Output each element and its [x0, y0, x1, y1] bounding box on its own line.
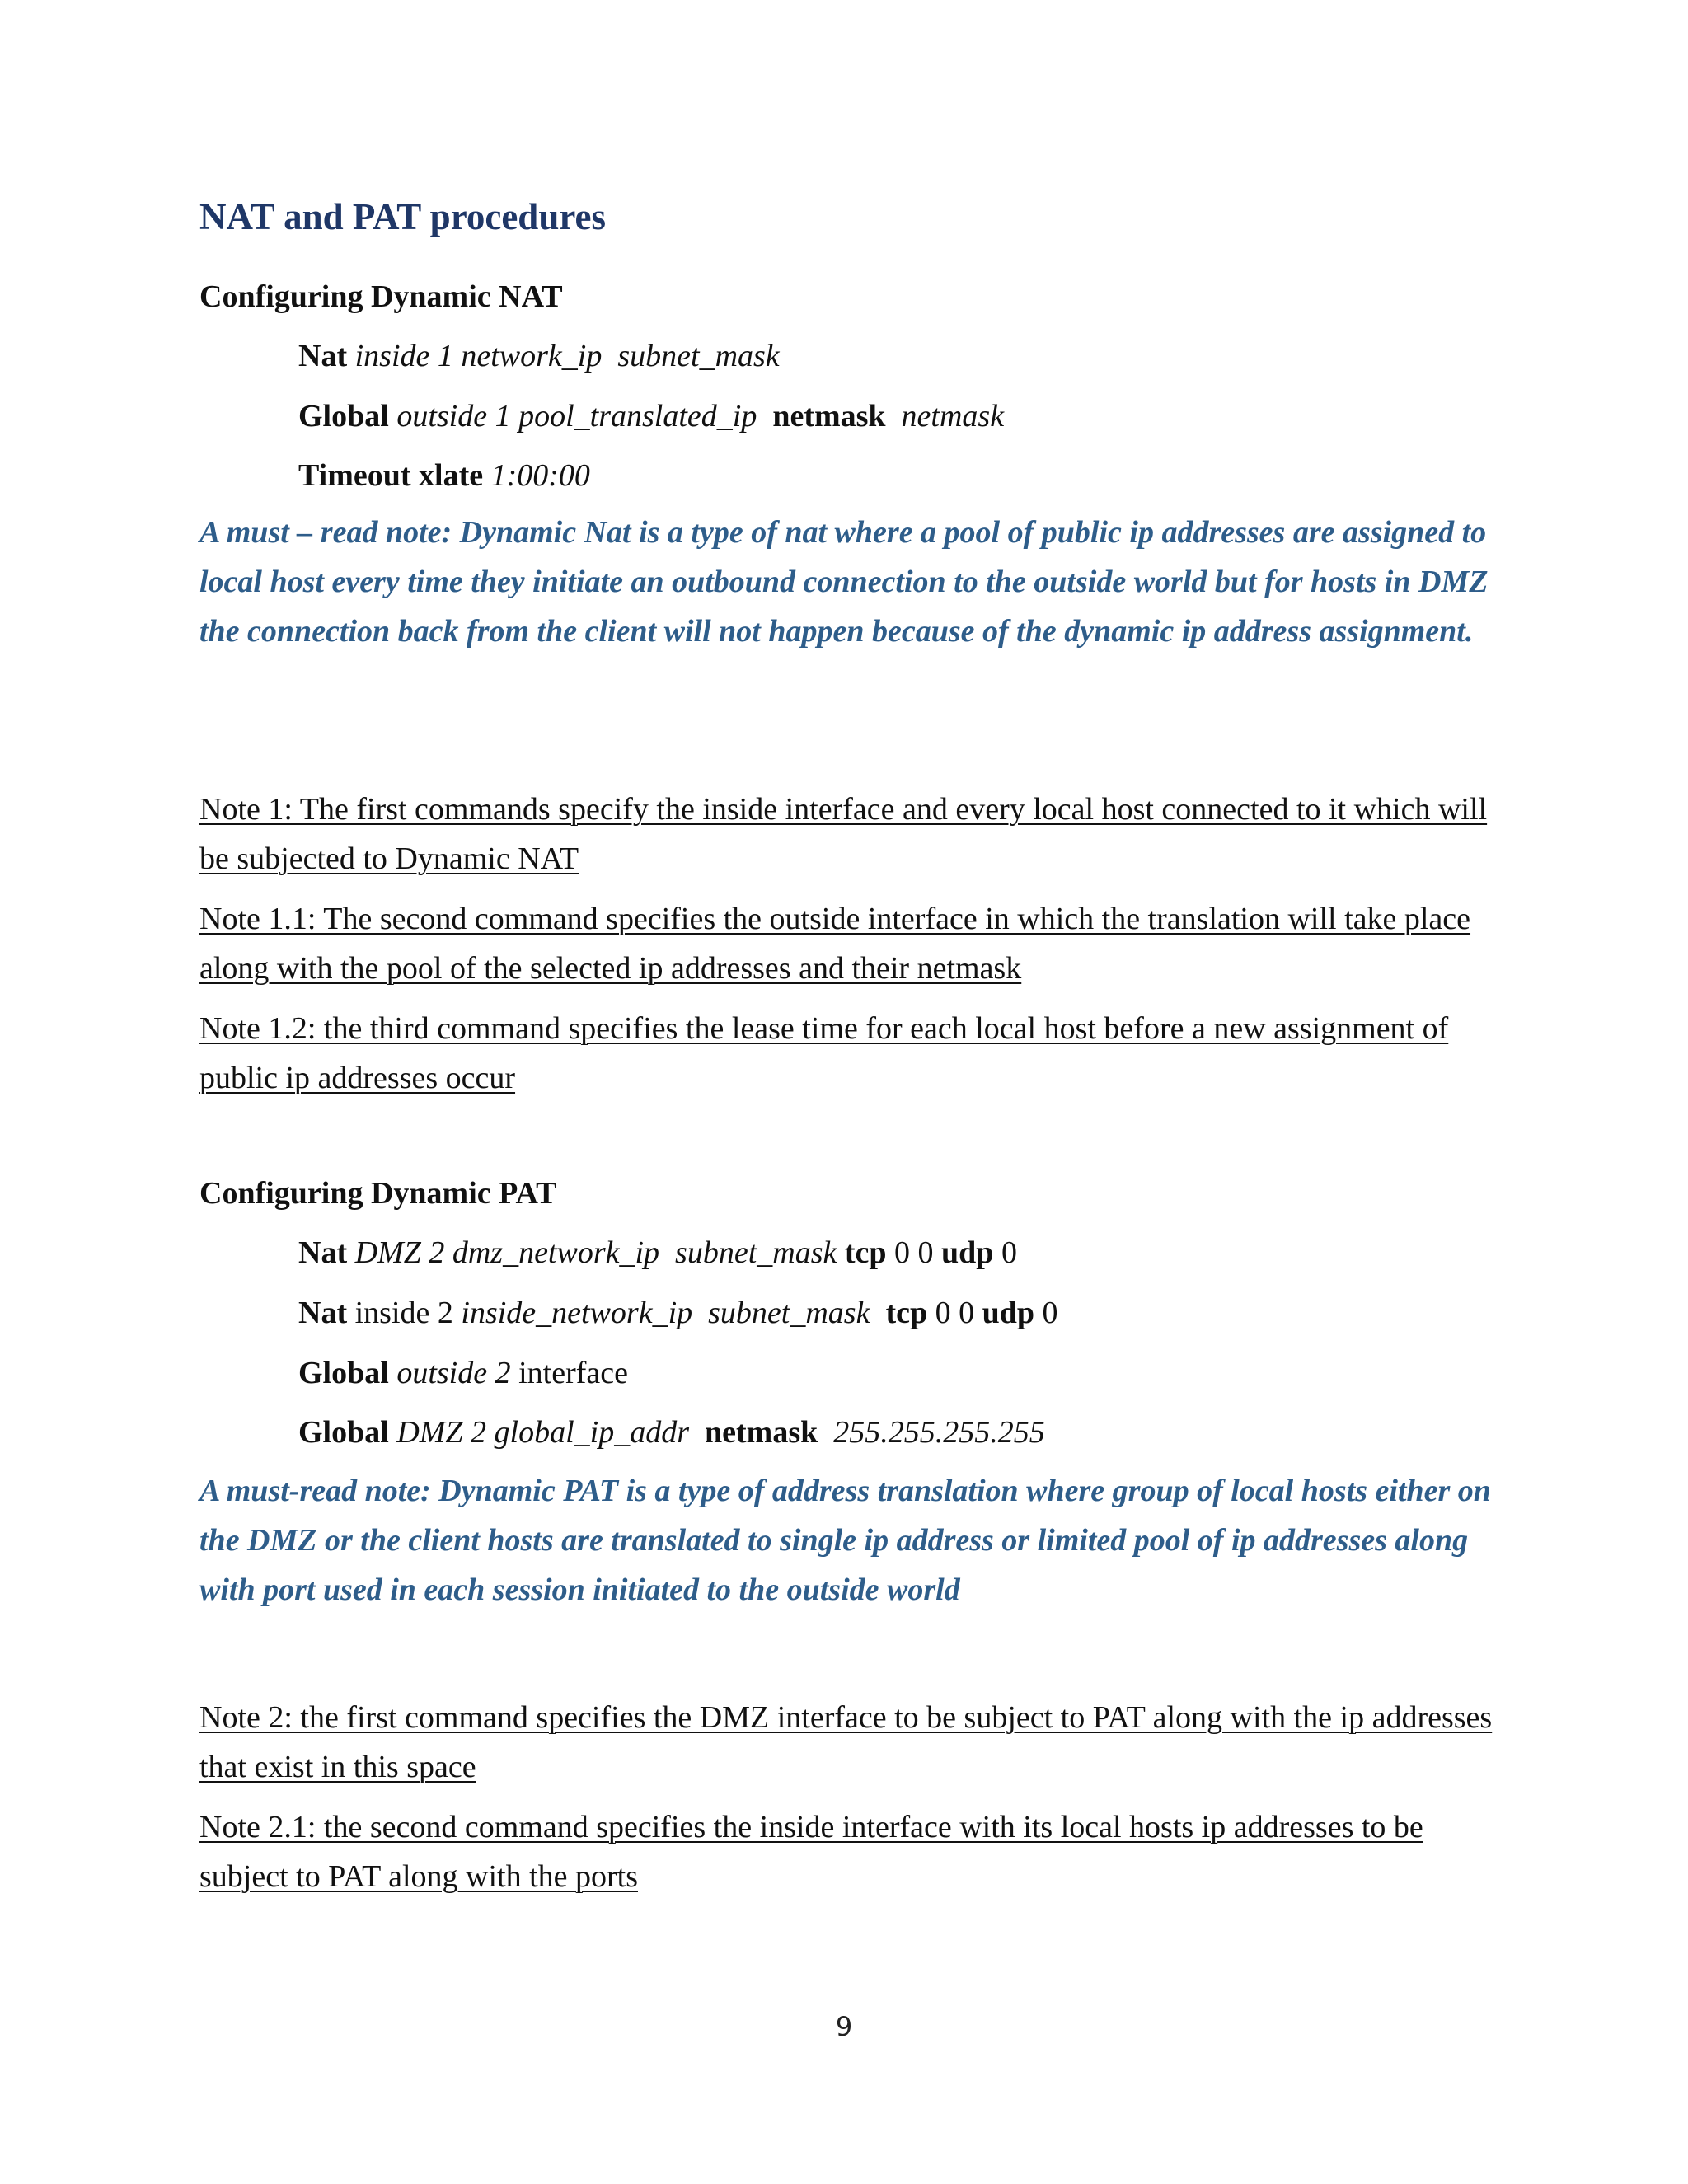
command-token — [347, 339, 355, 373]
command-token: 255.255.255.255 — [818, 1415, 1045, 1450]
command-token: netmask — [689, 1415, 818, 1450]
command-token: Nat — [298, 1235, 348, 1270]
nat-command-2 — [298, 398, 1004, 436]
pat-command-4 — [298, 1414, 1045, 1452]
command-token: tcp — [885, 1296, 928, 1330]
command-token: 0 — [993, 1235, 1017, 1270]
pat-command-3 — [298, 1355, 628, 1393]
command-token: Global — [298, 1356, 389, 1390]
command-token: udp — [941, 1235, 994, 1270]
nat-command-3 — [298, 457, 590, 495]
command-token — [347, 1235, 355, 1270]
command-token — [483, 458, 491, 493]
command-token: Nat — [298, 1296, 348, 1330]
command-token: interface — [510, 1356, 628, 1390]
command-token: Nat — [298, 339, 348, 373]
command-token: inside 1 network_ip subnet_mask — [354, 339, 780, 373]
page-heading: NAT and PAT procedures — [199, 196, 607, 237]
command-token: inside 2 — [347, 1296, 462, 1330]
command-token: 0 0 — [927, 1296, 982, 1330]
command-token — [389, 1356, 397, 1390]
command-token — [870, 1296, 885, 1330]
command-token: netmask — [885, 399, 1005, 434]
pat-must-read-note: A must-read note: Dynamic PAT is a type of address translation where group of local hosts either on the DMZ or the client hosts are translated to single ip address or limited pool of ip addresses along with port used in each session initiated to the outside world — [199, 1474, 1491, 1607]
pat-note-2-1: Note 2.1: the second command specifies the inside interface with its local hosts ip addresses to be subject to PAT along with the ports — [199, 1810, 1423, 1894]
command-token: Global — [298, 399, 389, 434]
command-token — [389, 1415, 397, 1450]
command-token: netmask — [757, 399, 886, 434]
command-token: 0 — [1034, 1296, 1058, 1330]
command-token: 0 0 — [886, 1235, 942, 1270]
nat-note-1-2: Note 1.2: the third command specifies the lease time for each local host before a new assignment of public ip addresses occur — [199, 1011, 1449, 1095]
pat-section-title: Configuring Dynamic PAT — [199, 1176, 557, 1211]
nat-note-1-1: Note 1.1: The second command specifies the outside interface in which the translation will take place along with the pool of the selected ip addresses and their netmask — [199, 902, 1471, 986]
command-token: udp — [982, 1296, 1035, 1330]
command-token — [837, 1235, 845, 1270]
pat-command-1 — [298, 1235, 1017, 1272]
command-token: DMZ 2 global_ip_addr — [396, 1415, 690, 1450]
command-token: tcp — [844, 1235, 887, 1270]
pat-note-2: Note 2: the first command specifies the DMZ interface to be subject to PAT along with the ip addresses that exist in this space — [199, 1700, 1493, 1784]
command-token — [389, 399, 397, 434]
command-token: outside 2 — [396, 1356, 511, 1390]
nat-note-1: Note 1: The first commands specify the inside interface and every local host connected to it which will be subjected to Dynamic NAT — [199, 792, 1488, 876]
command-token: DMZ 2 dmz_network_ip subnet_mask — [354, 1235, 837, 1270]
nat-command-1 — [298, 338, 780, 376]
command-token: outside 1 pool_translated_ip — [396, 399, 757, 434]
command-token: Timeout xlate — [298, 458, 484, 493]
command-token: inside_network_ip subnet_mask — [461, 1296, 870, 1330]
pat-command-2 — [298, 1295, 1058, 1333]
page-number: 9 — [835, 2011, 853, 2042]
nat-section-title: Configuring Dynamic NAT — [199, 279, 563, 314]
command-token: 1:00:00 — [490, 458, 590, 493]
nat-must-read-note: A must – read note: Dynamic Nat is a type of nat where a pool of public ip addresses are assigned to local host every time they initiate an outbound connection to the outside world but for hosts in DMZ the connection back from the client will not happen because of the dynamic ip address assignment. — [199, 515, 1489, 649]
command-token: Global — [298, 1415, 389, 1450]
